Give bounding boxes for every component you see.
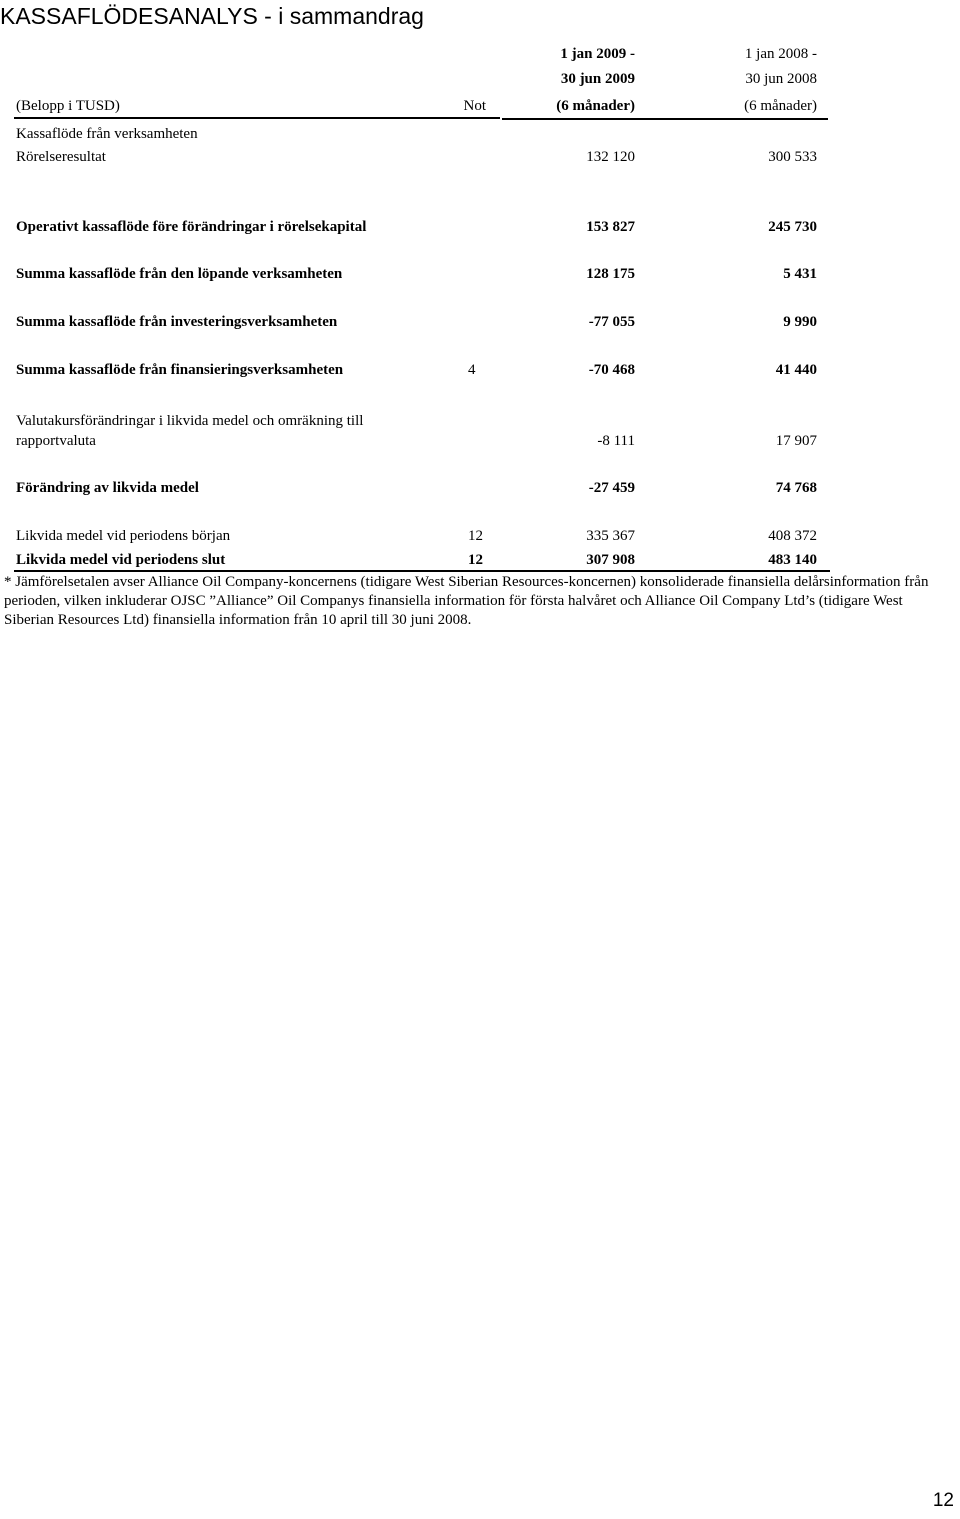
value-2009: 128 175 — [586, 266, 635, 282]
row-label: Summa kassaflöde från finansieringsverksamheten — [16, 362, 344, 378]
value-2008: 74 768 — [775, 480, 817, 496]
row-label: Operativt kassaflöde före förändringar i rörelsekapital — [16, 219, 367, 235]
value-2008: 9 990 — [783, 314, 817, 330]
unit-label: (Belopp i TUSD) — [16, 98, 120, 114]
section-heading: Kassaflöde från verksamheten — [16, 126, 198, 142]
value-2008: 5 431 — [783, 266, 817, 282]
row-label: Summa kassaflöde från den löpande verksamheten — [16, 266, 343, 282]
page-title: KASSAFLÖDESANALYS - i sammandrag — [0, 3, 424, 29]
row-label-line2: rapportvaluta — [16, 433, 96, 449]
value-2009: 153 827 — [586, 219, 635, 235]
period1-header-line3: (6 månader) — [556, 98, 635, 114]
row-label: Summa kassaflöde från investeringsverksamheten — [16, 314, 338, 330]
value-2009: -77 055 — [588, 314, 635, 330]
value-2009: 132 120 — [586, 149, 635, 165]
table-row-fx-line1 — [0, 411, 830, 431]
table-row-cash-end — [0, 550, 830, 570]
value-2009: 335 367 — [586, 528, 635, 544]
value-2009: -27 459 — [588, 480, 635, 496]
value-2008: 408 372 — [768, 528, 817, 544]
table-row-cf-operating — [0, 264, 830, 284]
table-row-op-cf-before-wc — [0, 217, 830, 237]
note-ref: 12 — [468, 552, 483, 568]
header-rule-right — [502, 118, 828, 120]
table-row-cf-investing — [0, 312, 830, 332]
note-ref: 12 — [468, 528, 483, 544]
row-label: Likvida medel vid periodens början — [16, 528, 231, 544]
period1-header-line2: 30 jun 2009 — [560, 71, 635, 87]
period2-header-line2: 30 jun 2008 — [745, 71, 817, 87]
value-2009: -70 468 — [588, 362, 635, 378]
value-2009: -8 111 — [597, 433, 635, 449]
table-row-fx — [0, 431, 830, 451]
value-2008: 41 440 — [775, 362, 817, 378]
header-row-2 — [0, 69, 830, 89]
value-2008: 483 140 — [768, 552, 817, 568]
period1-header-line1: 1 jan 2009 - — [560, 46, 635, 62]
value-2008: 245 730 — [768, 219, 817, 235]
page-number: 12 — [932, 1490, 954, 1511]
row-label: Rörelseresultat — [16, 149, 106, 165]
table-row-operating-result — [0, 147, 830, 167]
value-2009: 307 908 — [586, 552, 635, 568]
row-label: Likvida medel vid periodens slut — [16, 552, 226, 568]
note-column-header: Not — [463, 98, 486, 114]
table-row-cash-begin — [0, 526, 830, 546]
section-heading-row — [0, 124, 830, 144]
footnote: * Jämförelsetalen avser Alliance Oil Company-koncernens (tidigare West Siberian Resources-koncernen) konsoliderade finansiella delårsinformation från perioden, vilken inkluderar OJSC ”Alliance” Oil Companys finansiella information för första halvåret och Alliance Oil Company Ltd’s (tidigare West Siberian Resources Ltd) finansiella information från 10 april till 30 juni 2008. — [4, 574, 929, 628]
value-2008: 17 907 — [775, 433, 817, 449]
header-rule-left — [14, 117, 500, 119]
period2-header-line1: 1 jan 2008 - — [744, 46, 817, 62]
period2-header-line3: (6 månader) — [744, 98, 817, 114]
note-ref: 4 — [468, 362, 476, 378]
header-row-1 — [0, 44, 830, 64]
total-rule — [14, 570, 830, 572]
row-label: Förändring av likvida medel — [16, 480, 199, 496]
value-2008: 300 533 — [768, 149, 817, 165]
header-row-3 — [0, 96, 830, 116]
table-row-change-cash — [0, 478, 830, 498]
row-label-line1: Valutakursförändringar i likvida medel och omräkning till — [16, 413, 364, 429]
table-row-cf-financing — [0, 360, 830, 380]
